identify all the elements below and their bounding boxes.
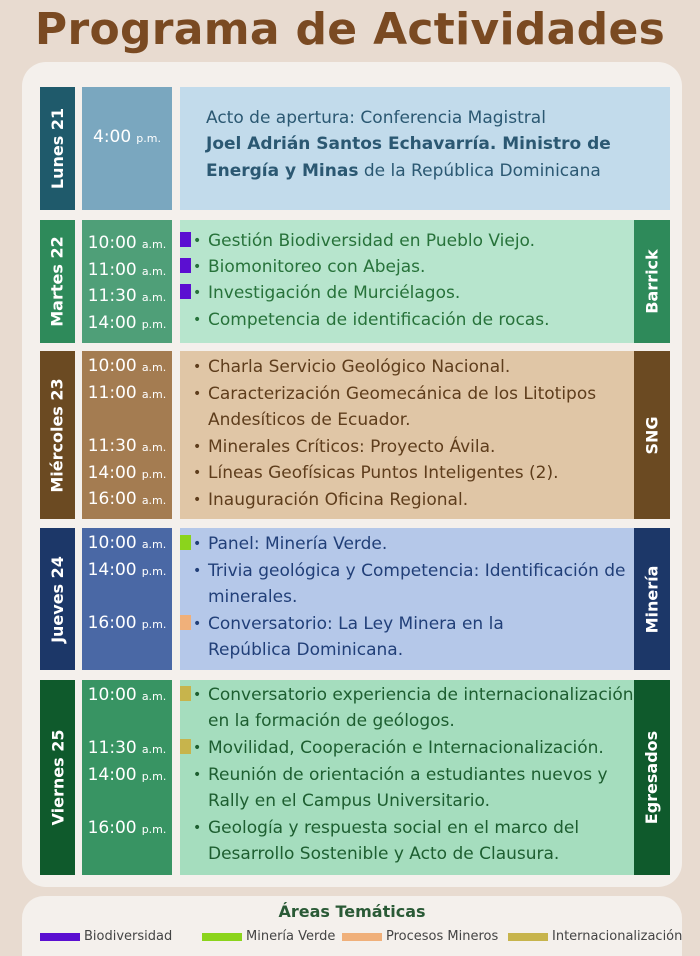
legend-item-biodiversidad: Biodiversidad <box>40 929 172 944</box>
event-item-continued: República Dominicana. <box>208 640 404 660</box>
event-item: • Trivia geológica y Competencia: Identificación de <box>193 561 626 581</box>
biodiversidad-marker <box>180 258 191 273</box>
thematic-areas-legend <box>22 896 682 956</box>
time-slot: 10:00 a.m. <box>87 533 167 553</box>
time-slot: 14:00 p.m. <box>87 765 167 785</box>
procesos-mineros-marker <box>180 615 191 630</box>
time-slot: 11:30 a.m. <box>87 436 167 456</box>
legend-swatch <box>342 933 382 941</box>
internacionalizacion-marker <box>180 739 191 754</box>
event-item: • Panel: Minería Verde. <box>180 531 635 557</box>
event-line: Acto de apertura: Conferencia Magistral <box>206 108 546 128</box>
event-item: • Gestión Biodiversidad en Pueblo Viejo. <box>180 228 635 254</box>
time-slot: 16:00 a.m. <box>87 489 167 509</box>
legend-item-internacionalizacion: Internacionalización <box>508 929 682 944</box>
time-slot: 4:00 p.m. <box>93 127 161 147</box>
event-item-continued: Desarrollo Sostenible y Acto de Clausura. <box>208 844 560 864</box>
day-label-viernes: Viernes 25 <box>40 680 75 875</box>
time-slot: 10:00 a.m. <box>87 685 167 705</box>
event-item: • Investigación de Murciélagos. <box>180 280 635 306</box>
time-column-miercoles <box>82 351 172 519</box>
event-line-bold: Joel Adrián Santos Echavarría. Ministro de <box>206 134 611 154</box>
biodiversidad-marker <box>180 284 191 299</box>
legend-title: Áreas Temáticas <box>278 902 426 921</box>
content-viernes <box>180 680 670 875</box>
internacionalizacion-marker <box>180 686 191 701</box>
time-slot: 14:00 p.m. <box>87 560 167 580</box>
content-martes <box>180 220 670 343</box>
page-title: Programa de Actividades <box>34 4 666 55</box>
event-item-continued: Andesíticos de Ecuador. <box>208 410 411 430</box>
time-column-viernes <box>82 680 172 875</box>
event-item: • Movilidad, Cooperación e Internacionalización. <box>180 735 635 761</box>
event-item-continued: minerales. <box>208 587 298 607</box>
time-slot: 11:30 a.m. <box>87 738 167 758</box>
day-label-martes: Martes 22 <box>40 220 75 343</box>
legend-swatch <box>508 933 548 941</box>
time-slot: 11:30 a.m. <box>87 286 167 306</box>
sponsor-tag-mineria: Minería <box>634 528 670 670</box>
event-item: • Conversatorio: La Ley Minera en la <box>180 611 635 637</box>
time-slot: 10:00 a.m. <box>87 356 167 376</box>
event-item: • Conversatorio experiencia de internacionalización <box>180 682 635 708</box>
legend-item-mineria-verde: Minería Verde <box>202 929 335 944</box>
time-slot: 11:00 a.m. <box>87 383 167 403</box>
event-item: • Inauguración Oficina Regional. <box>193 490 469 510</box>
day-label-lunes: Lunes 21 <box>40 87 75 210</box>
biodiversidad-marker <box>180 232 191 247</box>
event-item: • Minerales Críticos: Proyecto Ávila. <box>193 437 496 457</box>
time-column-jueves <box>82 528 172 670</box>
time-column-martes <box>82 220 172 343</box>
time-slot: 14:00 p.m. <box>87 313 167 333</box>
sponsor-tag-sng: SNG <box>634 351 670 519</box>
event-item: • Reunión de orientación a estudiantes nuevos y <box>193 765 608 785</box>
time-slot: 10:00 a.m. <box>87 233 167 253</box>
event-line: Energía y Minas de la República Dominicana <box>206 161 601 181</box>
content-lunes <box>180 87 670 210</box>
time-column-lunes <box>82 87 172 210</box>
legend-swatch <box>40 933 80 941</box>
sponsor-tag-egresados: Egresados <box>634 680 670 875</box>
event-item-continued: Rally en el Campus Universitario. <box>208 791 490 811</box>
event-item: • Competencia de identificación de rocas. <box>193 310 550 330</box>
time-slot: 14:00 p.m. <box>87 463 167 483</box>
day-label-miercoles: Miércoles 23 <box>40 351 75 519</box>
content-jueves <box>180 528 670 670</box>
sponsor-tag-barrick: Barrick <box>634 220 670 343</box>
event-item: • Líneas Geofísicas Puntos Inteligentes (2). <box>193 463 559 483</box>
time-slot: 11:00 a.m. <box>87 260 167 280</box>
event-item: • Geología y respuesta social en el marco del <box>193 818 580 838</box>
day-label-jueves: Jueves 24 <box>40 528 75 670</box>
event-item-continued: en la formación de geólogos. <box>208 711 455 731</box>
time-slot: 16:00 p.m. <box>87 613 167 633</box>
legend-item-procesos-mineros: Procesos Mineros <box>342 929 498 944</box>
legend-swatch <box>202 933 242 941</box>
content-miercoles <box>180 351 670 519</box>
event-item: • Caracterización Geomecánica de los Litotipos <box>193 384 597 404</box>
event-item: • Biomonitoreo con Abejas. <box>180 254 635 280</box>
mineria-verde-marker <box>180 535 191 550</box>
time-slot: 16:00 p.m. <box>87 818 167 838</box>
event-item: • Charla Servicio Geológico Nacional. <box>193 357 511 377</box>
